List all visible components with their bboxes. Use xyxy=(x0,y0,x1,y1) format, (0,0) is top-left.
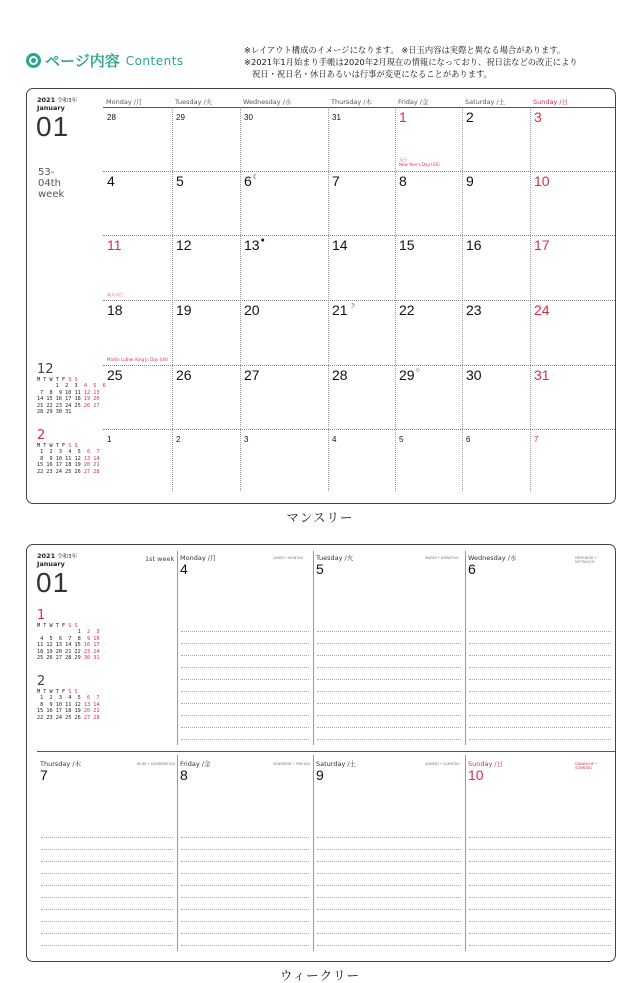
day-subtitle: VENDREDI • FREITAG xyxy=(273,762,311,766)
ruled-line xyxy=(181,861,309,862)
date-number: 9 xyxy=(466,173,474,189)
ruled-line xyxy=(181,703,309,704)
date-number: 8 xyxy=(180,767,188,783)
mini-dow: M T W T F S S xyxy=(37,623,78,629)
date-number: 11 xyxy=(107,237,122,253)
column-divider xyxy=(240,107,241,491)
page-title xyxy=(26,50,184,71)
ruled-line xyxy=(317,885,461,886)
note-line: 祝日・祝日名・休日あるいは行事が変更になることがあります。 xyxy=(252,69,492,79)
ruled-line xyxy=(469,643,611,644)
mini-row: 11 12 13 14 15 16 17 xyxy=(37,642,100,649)
day-header: Thursday /木 xyxy=(40,760,81,768)
ruled-line xyxy=(317,849,461,850)
ruled-line xyxy=(469,739,611,740)
moon-phase-icon: ☾ xyxy=(252,174,260,181)
date-number: 13● xyxy=(244,237,265,253)
ruled-line xyxy=(181,885,309,886)
mini-calendar-prev: 12 M T W T F S S 1 2 3 4 5 6 7 8 9 10 11 12 13 14 15 16 17 18 19 20 21 22 23 24 25 26 27 28 29 30 31 xyxy=(37,362,106,416)
title-en: Contents xyxy=(125,53,184,68)
day-header: Saturday /土 xyxy=(316,760,357,768)
holiday-label: New Year's Day (US) xyxy=(399,162,440,167)
ruled-line xyxy=(469,885,611,886)
row-divider xyxy=(103,235,615,236)
ruled-line xyxy=(181,679,309,680)
column-divider xyxy=(465,755,466,951)
ruled-line xyxy=(41,933,173,934)
ruled-line xyxy=(41,909,173,910)
note-line: ※レイアウト構成のイメージになります。 ※日玉内容は実際と異なる場合があります。 xyxy=(244,45,566,55)
ruled-line xyxy=(469,945,611,946)
day-subtitle: SAMEDI • SAMSTAG xyxy=(425,762,460,766)
date-number: 3 xyxy=(534,109,542,125)
date-number: 5 xyxy=(316,561,324,577)
ruled-line xyxy=(317,837,461,838)
column-divider xyxy=(313,551,314,745)
date-number: 4 xyxy=(107,173,115,189)
ruled-line xyxy=(181,691,309,692)
ruled-line xyxy=(317,945,461,946)
ruled-line xyxy=(41,861,173,862)
mini-calendar-current: 1 M T W T F S S 1 2 3 4 5 6 7 8 9 10 11 12 13 14 15 16 17 18 19 20 21 22 23 24 25 26 27 28 29 30 31 xyxy=(37,608,100,662)
day-header: Sunday /日 xyxy=(468,760,504,768)
date-number: 31 xyxy=(534,367,550,383)
weekday-header: Thursday /木 xyxy=(331,98,372,106)
ruled-line xyxy=(317,909,461,910)
date-number: 3 xyxy=(244,435,249,444)
mini-row: 25 26 27 28 29 30 31 xyxy=(37,655,100,662)
mini-row: 4 5 6 7 8 9 10 xyxy=(37,635,100,642)
weekday-header: Friday /金 xyxy=(398,98,429,106)
ruled-line xyxy=(317,727,461,728)
date-number: 6 xyxy=(466,435,471,444)
ruled-line xyxy=(469,921,611,922)
date-number: 26 xyxy=(176,367,192,383)
weekly-preview xyxy=(26,544,616,962)
row-divider xyxy=(103,365,615,366)
date-number: 5 xyxy=(399,435,404,444)
ruled-line xyxy=(469,873,611,874)
moon-phase-icon: ☽ xyxy=(348,303,355,310)
column-divider xyxy=(177,551,178,745)
date-number: 2 xyxy=(176,435,181,444)
holiday-label: 成人の日 xyxy=(107,292,123,297)
column-divider xyxy=(395,107,396,491)
ruled-line xyxy=(181,837,309,838)
ruled-line xyxy=(181,849,309,850)
date-number: 28 xyxy=(107,113,116,122)
mini-row: 18 19 20 21 22 23 24 xyxy=(37,648,100,655)
column-divider xyxy=(172,107,173,491)
day-header: Monday /月 xyxy=(180,554,217,562)
date-number: 1 xyxy=(107,435,112,444)
day-header: Tuesday /火 xyxy=(316,554,354,562)
date-number: 30 xyxy=(244,113,253,122)
ruled-line xyxy=(41,921,173,922)
column-divider xyxy=(462,107,463,491)
day-header: Friday /金 xyxy=(180,760,211,768)
ruled-line xyxy=(181,727,309,728)
date-number: 28 xyxy=(332,367,348,383)
ruled-line xyxy=(41,885,173,886)
mini-row: 22 23 24 25 26 27 28 xyxy=(37,714,100,721)
ruled-line xyxy=(181,643,309,644)
ruled-line xyxy=(469,849,611,850)
day-subtitle: MERCREDI • MITTWOCH xyxy=(575,556,597,564)
weekday-header: Saturday /土 xyxy=(465,98,506,106)
ruled-line xyxy=(181,655,309,656)
mini-dow: M T W T F S S xyxy=(37,689,78,695)
ruled-line xyxy=(41,837,173,838)
holiday-label: Martin Luther King Jr. Day (US) xyxy=(107,357,169,362)
ruled-line xyxy=(181,715,309,716)
ruled-line xyxy=(469,667,611,668)
ruled-line xyxy=(317,861,461,862)
header-rule xyxy=(103,107,615,108)
ruled-line xyxy=(469,727,611,728)
ruled-line xyxy=(41,897,173,898)
ruled-line xyxy=(469,679,611,680)
date-number: 20 xyxy=(244,302,260,318)
row-divider xyxy=(103,300,615,301)
ruled-line xyxy=(181,945,309,946)
date-number: 15 xyxy=(399,237,415,253)
ruled-line xyxy=(469,703,611,704)
date-number: 4 xyxy=(332,435,337,444)
date-number: 1 xyxy=(399,109,407,125)
column-divider xyxy=(313,755,314,951)
mini-row: 1 2 3 4 5 6 7 xyxy=(37,695,100,702)
date-number: 7 xyxy=(332,173,340,189)
date-number: 19 xyxy=(176,302,192,318)
mini-dow: M T W T F S S xyxy=(37,443,78,449)
ruled-line xyxy=(317,703,461,704)
ruled-line xyxy=(317,715,461,716)
weekday-header: Monday /月 xyxy=(106,98,143,106)
column-divider xyxy=(465,551,466,745)
column-divider xyxy=(328,107,329,491)
ruled-line xyxy=(181,909,309,910)
column-divider xyxy=(530,107,531,491)
date-number: 10 xyxy=(468,767,484,783)
new-moon-icon: ● xyxy=(260,237,265,244)
week-label: 1st week xyxy=(145,555,175,563)
mini-row: 15 16 17 18 19 20 21 xyxy=(37,708,100,715)
ruled-line xyxy=(181,873,309,874)
weekday-header: Wednesday /水 xyxy=(243,98,292,106)
monthly-sidebar xyxy=(27,89,106,503)
ruled-line xyxy=(181,739,309,740)
date-number: 29○ xyxy=(399,367,420,383)
date-number: 21☽ xyxy=(332,302,355,318)
mini-row: 1 2 3 4 5 6 xyxy=(37,383,106,390)
ruled-line xyxy=(317,679,461,680)
date-number: 2 xyxy=(466,109,474,125)
title-jp: ページ内容 xyxy=(45,52,120,70)
mini-row: 1 2 3 xyxy=(37,629,100,636)
week-range: 53- 04th week xyxy=(38,167,65,200)
ruled-line xyxy=(469,909,611,910)
date-number: 6 xyxy=(468,561,476,577)
ruled-line xyxy=(469,861,611,862)
date-number: 29 xyxy=(176,113,185,122)
monthly-preview xyxy=(26,88,616,504)
date-number: 6☾ xyxy=(244,173,260,189)
year-label: 2021 令和3年 January xyxy=(37,552,78,568)
date-number: 25 xyxy=(107,367,123,383)
date-number: 8 xyxy=(399,173,407,189)
mini-row: 28 29 30 31 xyxy=(37,409,72,416)
date-number: 9 xyxy=(316,767,324,783)
mini-calendar-next: 2 M T W T F S S 1 2 3 4 5 6 7 8 9 10 11 12 13 14 15 16 17 18 19 20 21 22 23 24 25 26 27 28 xyxy=(37,674,100,721)
day-subtitle: JEUDI • DONNERSTAG xyxy=(137,762,176,766)
date-number: 7 xyxy=(40,767,48,783)
ruled-line xyxy=(181,921,309,922)
disclaimer-note xyxy=(244,44,578,80)
ruled-line xyxy=(317,655,461,656)
section-rule xyxy=(37,751,615,752)
ruled-line xyxy=(469,631,611,632)
date-number: 27 xyxy=(244,367,260,383)
ruled-line xyxy=(181,631,309,632)
holiday-label: 元日 xyxy=(399,157,407,162)
date-number: 7 xyxy=(534,435,539,444)
date-number: 24 xyxy=(534,302,550,318)
month-number: 01 xyxy=(36,111,70,142)
day-subtitle: DIMANCHE • SONNTAG xyxy=(575,762,598,770)
date-number: 17 xyxy=(534,237,550,253)
row-divider xyxy=(103,429,615,430)
monthly-caption: マンスリー xyxy=(286,510,354,525)
ruled-line xyxy=(317,643,461,644)
mini-row: 1 2 3 4 5 6 7 xyxy=(37,449,100,456)
ruled-line xyxy=(181,897,309,898)
mini-row: 22 23 24 25 26 27 28 xyxy=(37,468,100,475)
date-number: 4 xyxy=(180,561,188,577)
date-number: 14 xyxy=(332,237,348,253)
ruled-line xyxy=(469,691,611,692)
ruled-line xyxy=(469,933,611,934)
ruled-line xyxy=(317,897,461,898)
date-number: 12 xyxy=(176,237,192,253)
date-number: 30 xyxy=(466,367,482,383)
date-number: 31 xyxy=(332,113,341,122)
day-subtitle: MARDI • DIENSTAG xyxy=(425,556,459,560)
date-number: 23 xyxy=(466,302,482,318)
day-subtitle: LUNDI • MONTAG xyxy=(273,556,304,560)
bullseye-icon xyxy=(26,53,41,68)
date-number: 16 xyxy=(466,237,482,253)
ruled-line xyxy=(317,873,461,874)
day-header: Wednesday /水 xyxy=(468,554,517,562)
ruled-line xyxy=(181,667,309,668)
mini-dow: M T W T F S S xyxy=(37,377,78,383)
row-divider xyxy=(103,171,615,172)
ruled-line xyxy=(181,933,309,934)
ruled-line xyxy=(469,715,611,716)
mini-row: 21 22 23 24 25 26 27 xyxy=(37,402,100,409)
note-line: ※2021年1月始まり手帳は2020年2月現在の情報になっており、祝日法などの改正により xyxy=(244,57,578,67)
column-divider xyxy=(177,755,178,951)
ruled-line xyxy=(317,667,461,668)
ruled-line xyxy=(317,739,461,740)
ruled-line xyxy=(317,631,461,632)
ruled-line xyxy=(41,849,173,850)
weekly-caption: ウィークリー xyxy=(279,968,361,983)
mini-row: 8 9 10 11 12 13 14 xyxy=(37,701,100,708)
date-number: 5 xyxy=(176,173,184,189)
full-moon-icon: ○ xyxy=(415,367,420,374)
ruled-line xyxy=(317,933,461,934)
month-number: 01 xyxy=(36,567,70,598)
ruled-line xyxy=(469,897,611,898)
ruled-line xyxy=(317,691,461,692)
ruled-line xyxy=(469,655,611,656)
mini-calendar-next: 2 M T W T F S S 1 2 3 4 5 6 7 8 9 10 11 12 13 14 15 16 17 18 19 20 21 22 23 24 25 26 27 28 xyxy=(37,428,100,475)
ruled-line xyxy=(317,921,461,922)
year-label: 2021 令和3年 January xyxy=(37,96,78,112)
date-number: 22 xyxy=(399,302,415,318)
weekday-header: Tuesday /火 xyxy=(175,98,213,106)
date-number: 10 xyxy=(534,173,550,189)
ruled-line xyxy=(469,837,611,838)
weekly-sidebar xyxy=(27,545,177,749)
ruled-line xyxy=(41,873,173,874)
mini-row: 14 15 16 17 18 19 20 xyxy=(37,396,100,403)
monthly-grid xyxy=(103,95,615,491)
ruled-line xyxy=(41,945,173,946)
mini-row: 7 8 9 10 11 12 13 xyxy=(37,389,100,396)
mini-row: 15 16 17 18 19 20 21 xyxy=(37,462,100,469)
date-number: 18 xyxy=(107,302,123,318)
weekday-header: Sunday /日 xyxy=(533,98,569,106)
mini-row: 8 9 10 11 12 13 14 xyxy=(37,455,100,462)
